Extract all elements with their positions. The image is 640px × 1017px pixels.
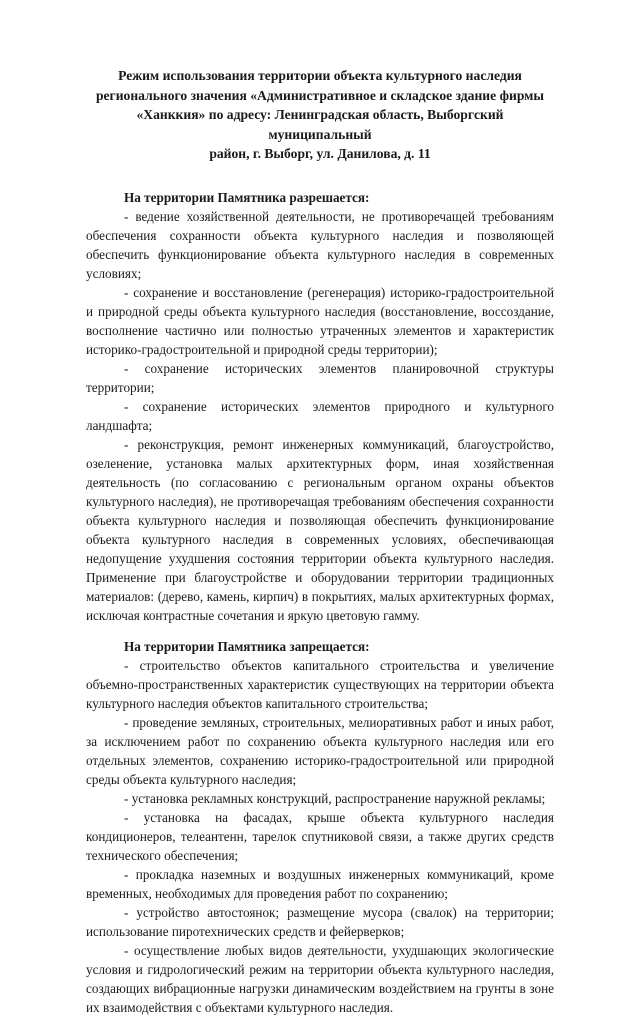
forbidden-item: - проведение земляных, строительных, мелиоративных работ и иных работ, за исключением работ по сохранению объекта культурного наследия или его отдельных элементов, сохранению историко-градостроительной или природной среды объекта культурного наследия; <box>86 714 554 787</box>
allowed-item: - сохранение исторических элементов планировочной структуры территории; <box>86 360 554 395</box>
allowed-section <box>86 188 554 625</box>
forbidden-section <box>86 637 554 1017</box>
title-line: район, г. Выборг, ул. Данилова, д. 11 <box>209 146 431 161</box>
forbidden-item: - строительство объектов капитального строительства и увеличение объемно-пространственных характеристик существующих на территории объекта культурного наследия объектов капитального строительства; <box>86 657 554 711</box>
title-line: Режим использования территории объекта культурного наследия <box>118 68 522 83</box>
title-line: регионального значения «Административное и складское здание фирмы <box>95 87 545 103</box>
allowed-item: - сохранение и восстановление (регенерация) историко-градостроительной и природной среды объекта культурного наследия (восстановление, воссоздание, восполнение частично или полностью утраченных элементов и характеристик историко-градостроительной и природной среды территории); <box>86 284 554 357</box>
allowed-heading: На территории Памятника разрешается: <box>124 189 370 205</box>
allowed-item: - ведение хозяйственной деятельности, не противоречащей требованиям обеспечения сохранности объекта культурного наследия и позволяющей обеспечить функционирование объекта культурного наследия в современных условиях; <box>86 208 554 281</box>
forbidden-item: - установка рекламных конструкций, распространение наружной рекламы; <box>124 790 546 806</box>
allowed-item: - сохранение исторических элементов природного и культурного ландшафта; <box>86 398 554 433</box>
forbidden-heading: На территории Памятника запрещается: <box>124 638 370 654</box>
title-line: «Ханккия» по адресу: Ленинградская область, Выборгский муниципальный <box>136 107 504 142</box>
forbidden-item: - прокладка наземных и воздушных инженерных коммуникаций, кроме временных, необходимых для проведения работ по сохранению; <box>86 866 554 901</box>
forbidden-item: - устройство автостоянок; размещение мусора (свалок) на территории; использование пиротехнических средств и фейерверков; <box>86 904 554 939</box>
allowed-item: - реконструкция, ремонт инженерных коммуникаций, благоустройство, озеленение, установка малых архитектурных форм, иная хозяйственная деятельность (по согласованию с региональным органом охраны объектов культурного наследия), не противоречащая требованиям обеспечения сохранности объекта культурного наследия и позволяющая обеспечить функционирование объекта культурного наследия в современных условиях, обеспечивающая недопущение ухудшения состояния территории объекта культурного наследия. Применение при благоустройстве и оборудовании территории традиционных материалов: (дерево, камень, кирпич) в покрытиях, малых архитектурных формах, исключая контрастные сочетания и яркую цветовую гамму. <box>86 436 554 623</box>
document-title <box>86 66 554 164</box>
forbidden-item: - осуществление любых видов деятельности, ухудшающих экологические условия и гидрологический режим на территории объекта культурного наследия, создающих вибрационные нагрузки динамическим воздействием на грунты в зоне их взаимодействия с объектами культурного наследия. <box>86 942 554 1015</box>
forbidden-item: - установка на фасадах, крыше объекта культурного наследия кондиционеров, телеантенн, тарелок спутниковой связи, а также других средств технического обеспечения; <box>86 809 554 863</box>
